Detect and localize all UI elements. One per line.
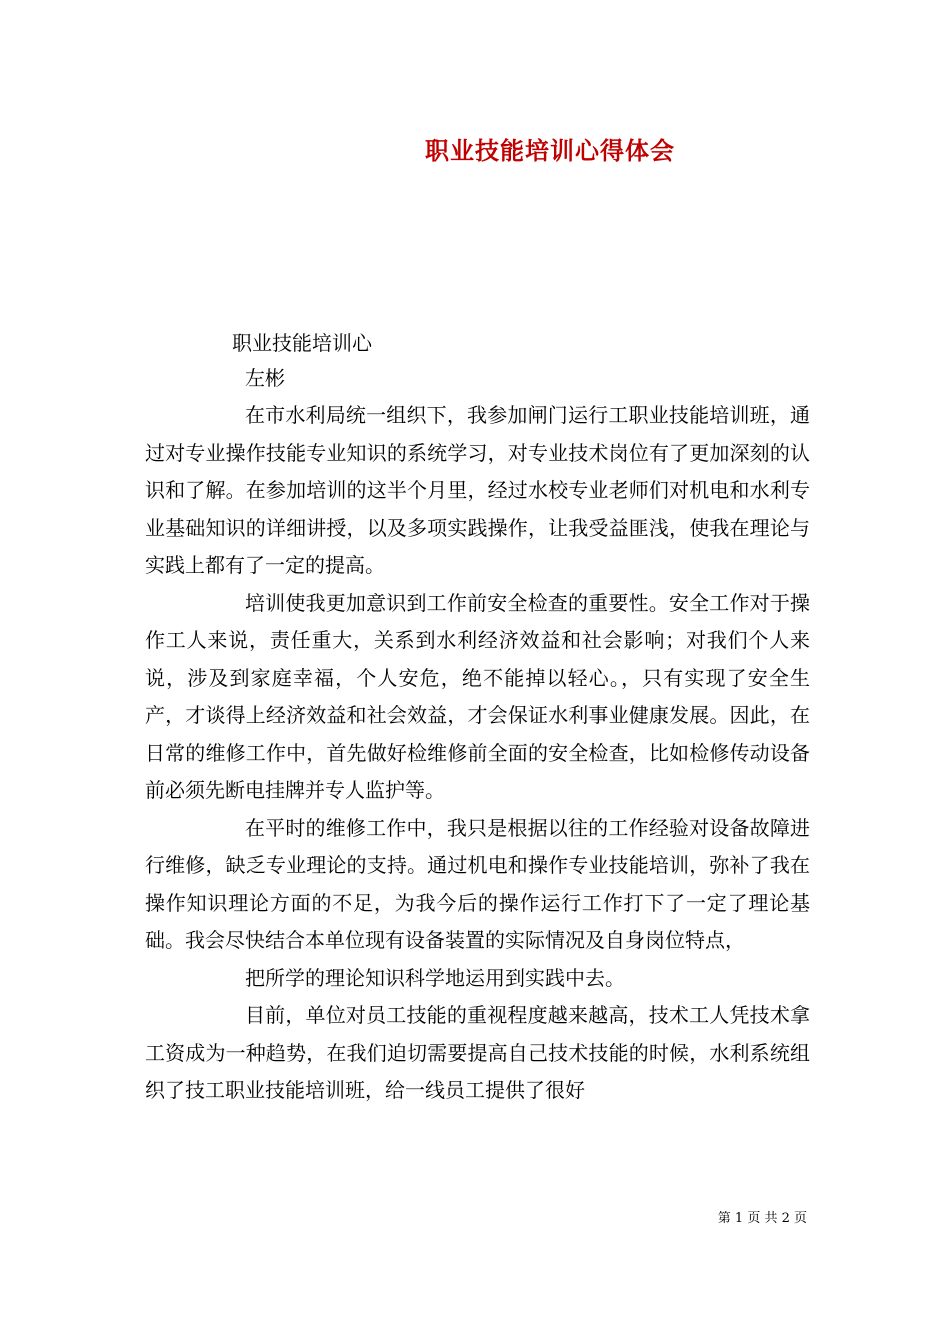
paragraph: 在市水利局统一组织下，我参加闸门运行工职业技能培训班，通过对专业操作技能专业知识的系统学习，对专业技术岗位有了更加深刻的认识和了解。在参加培训的这半个月里，经过水校专业老师们对机电和水利专业基础知识的详细讲授，以及多项实践操作，让我受益匪浅，使我在理论与实践上都有了一定的提高。 [145, 403, 810, 577]
page-number-footer: 第 1 页 共 2 页 [717, 1211, 807, 1226]
subtitle: 职业技能培训心 [232, 331, 372, 355]
paragraph: 把所学的理论知识科学地运用到实践中去。 [245, 965, 625, 990]
paragraph: 在平时的维修工作中，我只是根据以往的工作经验对设备故障进行维修，缺乏专业理论的支持。通过机电和操作专业技能培训，弥补了我在操作知识理论方面的不足，为我今后的操作运行工作打下了一定了理论基础。我会尽快结合本单位现有设备装置的实际情况及自身岗位特点， [145, 815, 810, 952]
page-title: 职业技能培训心得体会 [425, 136, 675, 165]
paragraph: 培训使我更加意识到工作前安全检查的重要性。安全工作对于操作工人来说，责任重大，关系到水利经济效益和社会影响；对我们个人来说，涉及到家庭幸福，个人安危，绝不能掉以轻心。，只有实现了安全生产，才谈得上经济效益和社会效益，才会保证水利事业健康发展。因此，在日常的维修工作中，首先做好检维修前全面的安全检查，比如检修传动设备前必须先断电挂牌并专人监护等。 [145, 590, 810, 802]
paragraph: 目前，单位对员工技能的重视程度越来越高，技术工人凭技术拿工资成为一种趋势，在我们迫切需要提高自己技术技能的时候，水利系统组织了技工职业技能培训班，给一线员工提供了很好 [145, 1003, 810, 1102]
author-name: 左彬 [245, 366, 285, 390]
body-text [145, 397, 810, 1110]
